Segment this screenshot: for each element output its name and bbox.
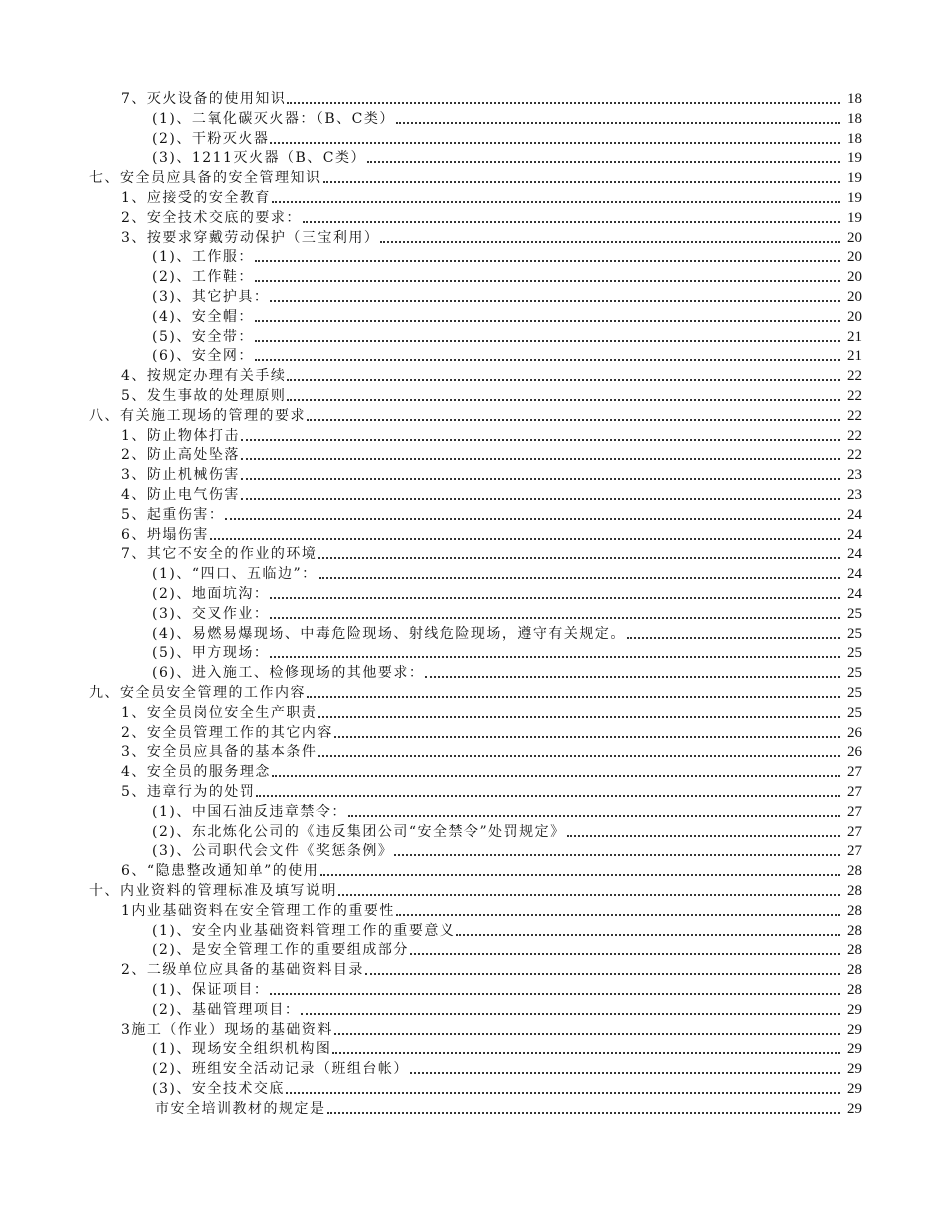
- toc-entry[interactable]: [0, 505, 862, 525]
- toc-entry-title: (6)、安全网：: [152, 348, 254, 365]
- toc-entry-title: (4)、安全帽：: [152, 308, 254, 325]
- toc-entry[interactable]: [0, 901, 862, 921]
- toc-leader-dots: [270, 655, 840, 658]
- toc-entry-title: (1)、工作服：: [152, 249, 254, 266]
- toc-entry[interactable]: [0, 465, 862, 485]
- toc-entry-page-number: 19: [847, 190, 862, 206]
- toc-leader-dots: [410, 952, 840, 955]
- toc-leader-dots: [338, 893, 840, 896]
- toc-leader-dots: [270, 141, 840, 144]
- toc-entry[interactable]: [0, 327, 862, 347]
- toc-entry-title: 3、安全员应具备的基本条件: [121, 744, 318, 761]
- toc-entry[interactable]: [0, 544, 862, 564]
- toc-entry-page-number: 28: [847, 922, 862, 939]
- toc-entry-page-number: 28: [847, 962, 862, 979]
- toc-entry[interactable]: [0, 1000, 862, 1020]
- toc-entry-title: 5、发生事故的处理原则: [121, 388, 287, 404]
- toc-entry-title: (2)、工作鞋：: [152, 269, 254, 286]
- toc-entry-title: 6、坍塌伤害: [121, 526, 209, 543]
- toc-entry-title: (1)、保证项目：: [152, 982, 270, 998]
- toc-leader-dots: [327, 1111, 841, 1114]
- toc-entry[interactable]: [0, 564, 862, 584]
- toc-entry[interactable]: [0, 247, 862, 267]
- toc-leader-dots: [303, 220, 840, 223]
- toc-entry-page-number: 22: [847, 407, 862, 424]
- toc-entry-page-number: 27: [847, 764, 862, 781]
- toc-entry-page-number: 18: [847, 130, 862, 147]
- toc-entry[interactable]: [0, 1059, 862, 1079]
- toc-entry[interactable]: [0, 921, 862, 941]
- toc-entry-title: 十、内业资料的管理标准及填写说明: [89, 883, 337, 899]
- toc-entry-page-number: 24: [847, 546, 862, 563]
- toc-leader-dots: [272, 200, 840, 203]
- toc-entry-title: (3)、安全技术交底: [152, 1081, 285, 1097]
- toc-leader-dots: [627, 636, 840, 639]
- toc-leader-dots: [210, 537, 840, 540]
- toc-entry[interactable]: [0, 604, 862, 624]
- toc-entry-title: (4)、易燃易爆现场、中毒危险现场、射线危险现场，遵守有关规定。: [152, 625, 626, 642]
- toc-entry-title: (3)、交叉作业：: [152, 605, 270, 622]
- toc-entry[interactable]: [0, 366, 862, 386]
- toc-entry-title: (3)、其它护具：: [152, 289, 270, 305]
- toc-leader-dots: [241, 477, 840, 480]
- toc-entry[interactable]: [0, 802, 862, 822]
- toc-entry-page-number: 20: [847, 289, 862, 305]
- toc-entry[interactable]: [0, 386, 862, 406]
- toc-entry[interactable]: [0, 861, 862, 881]
- toc-entry-page-number: 25: [847, 645, 862, 662]
- toc-entry[interactable]: [0, 1079, 862, 1099]
- toc-entry-title: 市安全培训教材的规定是: [155, 1100, 326, 1117]
- toc-leader-dots: [241, 497, 840, 500]
- toc-entry-page-number: 22: [847, 388, 862, 404]
- toc-entry-title: (2)、干粉灭火器: [152, 130, 270, 147]
- toc-entry[interactable]: [0, 822, 862, 842]
- toc-entry[interactable]: [0, 584, 862, 604]
- toc-leader-dots: [270, 596, 840, 599]
- toc-entry[interactable]: [0, 663, 862, 683]
- toc-entry-title: 七、安全员应具备的安全管理知识: [89, 170, 322, 187]
- toc-entry[interactable]: [0, 267, 862, 287]
- toc-leader-dots: [256, 794, 840, 797]
- toc-leader-dots: [241, 457, 840, 460]
- toc-entry-page-number: 28: [847, 863, 862, 880]
- toc-entry[interactable]: [0, 485, 862, 505]
- toc-entry-page-number: 29: [847, 1001, 862, 1018]
- toc-entry-title: 7、其它不安全的作业的环境: [121, 546, 318, 563]
- toc-leader-dots: [410, 1071, 840, 1074]
- toc-entry-page-number: 24: [847, 566, 862, 583]
- toc-entry[interactable]: [0, 1039, 862, 1059]
- toc-entry-page-number: 28: [847, 942, 862, 959]
- toc-leader-dots: [320, 873, 840, 876]
- toc-leader-dots: [272, 774, 840, 777]
- toc-leader-dots: [425, 675, 840, 678]
- toc-entry-page-number: 22: [847, 447, 862, 464]
- toc-entry[interactable]: [0, 723, 862, 743]
- toc-leader-dots: [307, 695, 840, 698]
- toc-entry-title: (1)、中国石油反违章禁令：: [152, 803, 347, 820]
- toc-entry-title: (2)、地面坑沟：: [152, 586, 270, 602]
- toc-leader-dots: [241, 438, 840, 441]
- toc-leader-dots: [318, 715, 840, 718]
- toc-leader-dots: [287, 101, 840, 104]
- toc-entry-title: (1)、现场安全组织机构图: [152, 1041, 332, 1058]
- toc-entry[interactable]: [0, 960, 862, 980]
- toc-entry-page-number: 18: [847, 91, 862, 107]
- toc-entry-title: 八、有关施工现场的管理的要求: [89, 407, 306, 424]
- toc-leader-dots: [270, 992, 840, 995]
- toc-entry-title: (1)、二氧化碳灭火器：（B、C类）: [152, 110, 395, 127]
- toc-entry-page-number: 29: [847, 1061, 862, 1078]
- toc-entry[interactable]: [0, 525, 862, 545]
- toc-leader-dots: [270, 299, 840, 302]
- toc-leader-dots: [334, 1032, 840, 1035]
- toc-entry-title: 2、防止高处坠落: [121, 447, 240, 464]
- toc-entry-page-number: 26: [847, 724, 862, 741]
- toc-entry-page-number: 22: [847, 368, 862, 385]
- toc-entry-page-number: 19: [847, 170, 862, 187]
- toc-leader-dots: [332, 1051, 840, 1054]
- toc-entry[interactable]: [0, 109, 862, 129]
- toc-entry-title: 3施工（作业）现场的基础资料: [121, 1021, 333, 1038]
- toc-entry[interactable]: [0, 1099, 862, 1119]
- toc-leader-dots: [255, 279, 840, 282]
- toc-entry-title: (2)、基础管理项目：: [152, 1001, 301, 1018]
- toc-entry[interactable]: [0, 426, 862, 446]
- toc-leader-dots: [396, 913, 840, 916]
- toc-entry[interactable]: [0, 940, 862, 960]
- toc-entry-title: 1、防止物体打击: [121, 427, 240, 444]
- toc-leader-dots: [255, 339, 840, 342]
- toc-leader-dots: [255, 259, 840, 262]
- toc-entry-title: 6、“隐患整改通知单”的使用: [121, 863, 320, 880]
- toc-entry-title: 5、起重伤害：: [121, 506, 225, 523]
- toc-leader-dots: [255, 319, 840, 322]
- toc-entry[interactable]: [0, 703, 862, 723]
- toc-entry-page-number: 19: [847, 150, 862, 167]
- toc-leader-dots: [394, 853, 840, 856]
- toc-entry[interactable]: [0, 782, 862, 802]
- toc-entry[interactable]: [0, 406, 862, 426]
- toc-leader-dots: [286, 1091, 840, 1094]
- toc-entry-page-number: 20: [847, 308, 862, 325]
- toc-entry-title: 3、防止机械伤害: [121, 467, 240, 484]
- toc-entry[interactable]: [0, 208, 862, 228]
- toc-entry[interactable]: [0, 1020, 862, 1040]
- toc-entry-page-number: 27: [847, 784, 862, 800]
- toc-entry-page-number: 26: [847, 744, 862, 761]
- toc-entry-page-number: 18: [847, 110, 862, 127]
- toc-entry[interactable]: [0, 762, 862, 782]
- toc-entry-title: (1)、“四口、五临边”：: [152, 566, 318, 583]
- toc-entry[interactable]: [0, 287, 862, 307]
- toc-entry-page-number: 21: [847, 328, 862, 345]
- toc-entry-title: (2)、东北炼化公司的《违反集团公司“安全禁令”处罚规定》: [152, 823, 566, 840]
- toc-entry-title: (2)、是安全管理工作的重要组成部分: [152, 942, 409, 959]
- toc-leader-dots: [319, 576, 840, 579]
- toc-entry-page-number: 28: [847, 982, 862, 998]
- toc-entry-title: 2、二级单位应具备的基础资料目录: [121, 962, 364, 979]
- toc-entry[interactable]: [0, 168, 862, 188]
- toc-leader-dots: [380, 240, 840, 243]
- toc-entry[interactable]: [0, 188, 862, 208]
- toc-entry-title: 2、安全技术交底的要求：: [121, 209, 302, 226]
- toc-entry-page-number: 25: [847, 665, 862, 682]
- toc-entry-page-number: 24: [847, 506, 862, 523]
- toc-leader-dots: [307, 418, 840, 421]
- toc-entry-page-number: 27: [847, 843, 862, 860]
- toc-entry-page-number: 20: [847, 229, 862, 246]
- toc-entry[interactable]: [0, 445, 862, 465]
- toc-leader-dots: [396, 121, 840, 124]
- toc-entry-title: 4、安全员的服务理念: [121, 764, 271, 781]
- toc-entry-page-number: 29: [847, 1081, 862, 1097]
- toc-entry-title: 7、灭火设备的使用知识: [121, 91, 287, 107]
- toc-leader-dots: [225, 517, 840, 520]
- toc-leader-dots: [287, 398, 840, 401]
- toc-entry-title: (3)、1211灭火器（B、C类）: [152, 150, 366, 167]
- toc-entry-page-number: 28: [847, 883, 862, 899]
- toc-entry-page-number: 29: [847, 1041, 862, 1058]
- toc-entry-page-number: 25: [847, 625, 862, 642]
- toc-entry[interactable]: [0, 841, 862, 861]
- toc-leader-dots: [323, 180, 841, 183]
- toc-entry[interactable]: [0, 148, 862, 168]
- toc-leader-dots: [348, 814, 840, 817]
- toc-leader-dots: [334, 735, 840, 738]
- toc-entry-page-number: 27: [847, 823, 862, 840]
- toc-leader-dots: [270, 616, 840, 619]
- toc-entry-page-number: 25: [847, 704, 862, 721]
- toc-entry-title: 1、安全员岗位安全生产职责: [121, 704, 318, 721]
- toc-leader-dots: [318, 556, 840, 559]
- toc-leader-dots: [365, 972, 840, 975]
- toc-entry-title: 1、应接受的安全教育: [121, 190, 271, 206]
- toc-entry-page-number: 20: [847, 249, 862, 266]
- toc-entry-title: 5、违章行为的处罚: [121, 784, 256, 800]
- toc-entry-title: (5)、安全带：: [152, 328, 254, 345]
- toc-leader-dots: [567, 834, 840, 837]
- toc-entry[interactable]: [0, 643, 862, 663]
- toc-leader-dots: [456, 933, 840, 936]
- toc-entry-page-number: 20: [847, 269, 862, 286]
- toc-entry-title: 4、按规定办理有关手续: [121, 368, 287, 385]
- toc-entry-page-number: 19: [847, 209, 862, 226]
- toc-entry-title: 4、防止电气伤害: [121, 487, 240, 503]
- toc-entry-title: (2)、班组安全活动记录（班组台帐）: [152, 1061, 409, 1078]
- toc-entry-title: 2、安全员管理工作的其它内容: [121, 724, 333, 741]
- toc-entry-title: (6)、进入施工、检修现场的其他要求：: [152, 665, 425, 682]
- toc-entry-page-number: 24: [847, 526, 862, 543]
- toc-entry-page-number: 21: [847, 348, 862, 365]
- toc-entry-page-number: 25: [847, 605, 862, 622]
- toc-entry-page-number: 24: [847, 586, 862, 602]
- toc-leader-dots: [318, 754, 840, 757]
- toc-entry[interactable]: [0, 129, 862, 149]
- toc-entry[interactable]: [0, 346, 862, 366]
- toc-entry[interactable]: [0, 228, 862, 248]
- toc-entry-page-number: 27: [847, 803, 862, 820]
- toc-leader-dots: [255, 358, 840, 361]
- toc-entry-title: (1)、安全内业基础资料管理工作的重要意义: [152, 922, 456, 939]
- toc-entry[interactable]: [0, 307, 862, 327]
- toc-entry-page-number: 29: [847, 1100, 862, 1117]
- toc-entry-page-number: 28: [847, 902, 862, 919]
- toc-entry[interactable]: [0, 980, 862, 1000]
- toc-entry-page-number: 25: [847, 685, 862, 701]
- toc-entry-page-number: 22: [847, 427, 862, 444]
- toc-entry[interactable]: [0, 881, 862, 901]
- toc-entry-title: 九、安全员安全管理的工作内容: [89, 685, 306, 701]
- toc-entry-page-number: 23: [847, 487, 862, 503]
- toc-entry-page-number: 29: [847, 1021, 862, 1038]
- toc-leader-dots: [367, 160, 840, 163]
- toc-entry-title: (3)、公司职代会文件《奖惩条例》: [152, 843, 394, 860]
- toc-entry-title: 3、按要求穿戴劳动保护（三宝利用）: [121, 229, 380, 246]
- toc-entry[interactable]: [0, 742, 862, 762]
- toc-leader-dots: [287, 378, 840, 381]
- toc-entry[interactable]: [0, 624, 862, 644]
- toc-entry[interactable]: [0, 89, 862, 109]
- toc-entry[interactable]: [0, 683, 862, 703]
- toc-entry-title: (5)、甲方现场：: [152, 645, 270, 662]
- toc-leader-dots: [301, 1012, 840, 1015]
- toc-entry-page-number: 23: [847, 467, 862, 484]
- toc-entry-title: 1内业基础资料在安全管理工作的重要性: [121, 902, 395, 919]
